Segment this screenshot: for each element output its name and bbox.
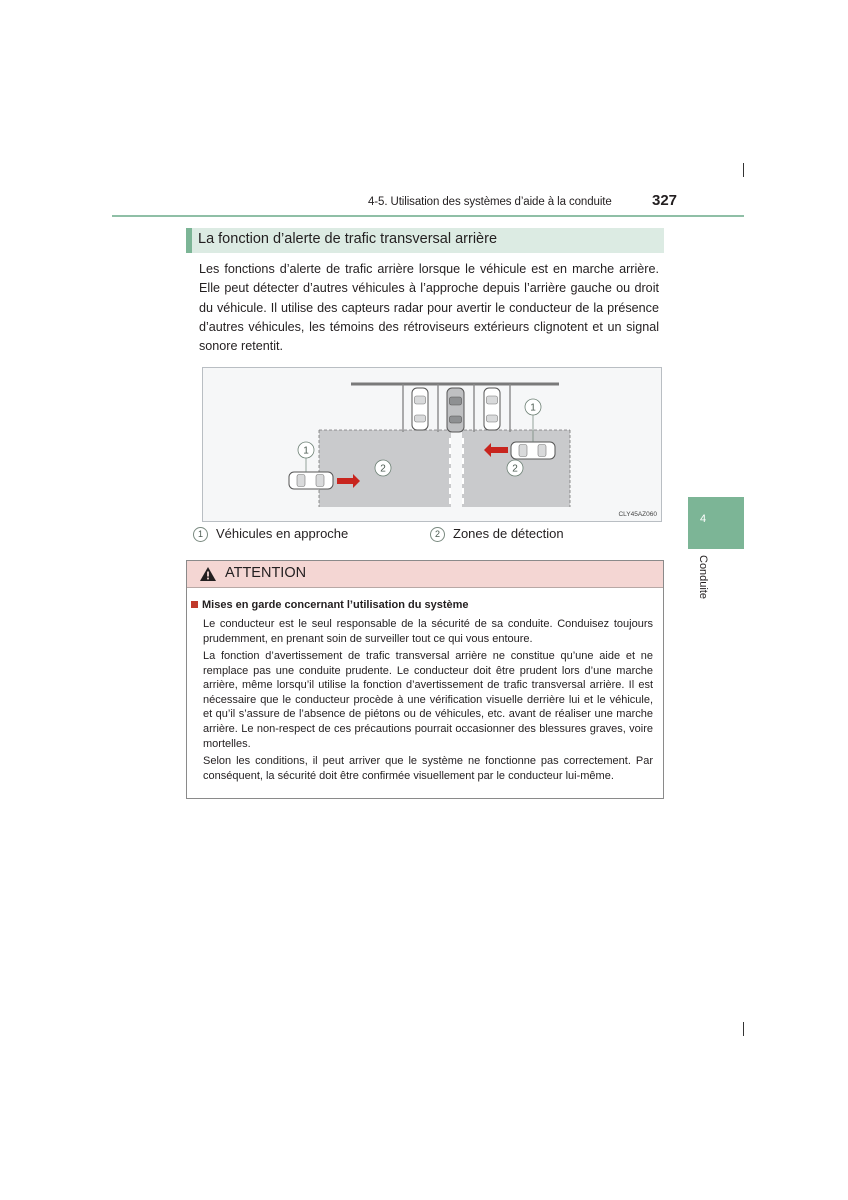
callout-zone-right-num: 2 (512, 463, 518, 475)
legend-num-1: 1 (193, 527, 208, 542)
running-header: 4-5. Utilisation des systèmes d’aide à la conduite (368, 196, 612, 208)
header-rule (112, 215, 744, 217)
approaching-car-left (289, 472, 333, 489)
bullet-square-icon (191, 601, 198, 608)
approaching-car-right (511, 442, 555, 459)
crop-mark-bottom (743, 1022, 744, 1036)
callout-approaching-left (298, 442, 314, 472)
parking-diagram-svg (203, 368, 663, 523)
attention-box (186, 560, 664, 799)
figure-code: CLY45AZ060 (618, 511, 657, 518)
chapter-tab-number: 4 (700, 513, 707, 525)
callout-zone-right (507, 460, 523, 476)
attention-bullet-title: Mises en garde concernant l’utilisation du système (202, 599, 469, 611)
legend-label-1: Véhicules en approche (216, 526, 349, 541)
chapter-label: Conduite (697, 555, 709, 600)
attention-paragraph-2: La fonction d’avertissement de trafic transversal arrière ne constitue qu’une aide et ne remplace pas une conduite prudente. Le conducteur doit être prudent lors d’une marche arrière, même lorsqu’il utilise la fonction d’avertissement de trafic transversal arrière. Il est nécessaire que le conducteur procède à une vérification visuelle derrière lui et le véhicule, et qu’il s’assure de l’absence de piétons ou de véhicules, etc. avant de réaliser une marche arrière. Le non-respect de ces précautions pourrait occasionner des blessures graves, voire mortelles. (203, 650, 653, 750)
legend-item-zones (430, 526, 564, 542)
crop-mark-top (743, 163, 744, 177)
parked-car-2 (484, 388, 500, 430)
attention-paragraph-1: Le conducteur est le seul responsable de la sécurité de sa conduite. Conduisez toujours prudemment, en prenant soin de surveiller tout ce qui vous entoure. (203, 618, 653, 645)
parked-car-1 (412, 388, 428, 430)
chapter-tab (688, 497, 744, 549)
page-number: 327 (652, 192, 678, 209)
callout-approaching-right-num: 1 (530, 402, 536, 414)
warning-icon (199, 566, 217, 582)
legend-num-2: 2 (430, 527, 445, 542)
parking-diagram (202, 367, 662, 522)
attention-bullet-heading (191, 599, 469, 611)
callout-zone-left-num: 2 (380, 463, 386, 475)
attention-title: ATTENTION (225, 565, 307, 581)
legend-label-2: Zones de détection (453, 526, 564, 541)
legend-item-approaching (193, 526, 348, 542)
section-title-bar (186, 228, 664, 253)
intro-paragraph: Les fonctions d’alerte de trafic arrière lorsque le véhicule est en marche arrière. Elle peut détecter d’autres véhicules à l’approche depuis l’arrière gauche ou droit du véhicule. Il utilise des capteurs radar pour avertir le conducteur de la présence d’autres véhicules, les témoins des rétroviseurs extérieurs clignotent et un signal sonore retentit. (199, 262, 659, 354)
own-car-reversing (447, 388, 464, 432)
section-title: La fonction d’alerte de trafic transversal arrière (198, 231, 498, 247)
callout-approaching-left-num: 1 (303, 445, 309, 457)
callout-zone-left (375, 460, 391, 476)
attention-paragraph-3: Selon les conditions, il peut arriver que le système ne fonctionne pas correctement. Par conséquent, la sécurité doit être confirmée visuellement par le conducteur lui-même. (203, 755, 653, 782)
attention-header (187, 561, 663, 588)
